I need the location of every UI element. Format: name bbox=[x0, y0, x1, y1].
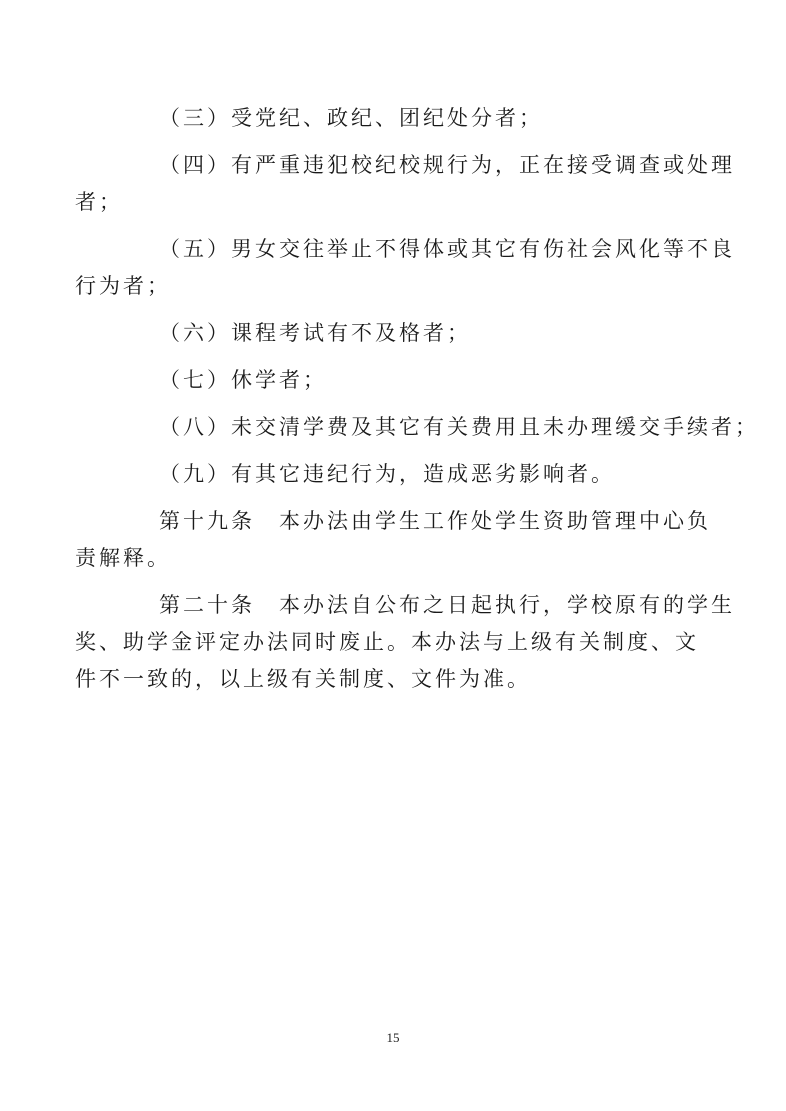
article-20 bbox=[75, 587, 735, 698]
article-line: 责解释。 bbox=[75, 546, 171, 570]
article-line: 第二十条 本办法自公布之日起执行，学校原有的学生 bbox=[159, 593, 735, 617]
clause-line: （八）未交清学费及其它有关费用且未办理缓交手续者； bbox=[159, 415, 759, 439]
clause-line: （九）有其它违纪行为，造成恶劣影响者。 bbox=[159, 462, 615, 486]
clause-line: （三）受党纪、政纪、团纪处分者； bbox=[159, 106, 543, 130]
clause-item-3 bbox=[117, 100, 677, 137]
clause-line: 者； bbox=[75, 190, 123, 214]
clause-item-6 bbox=[117, 315, 677, 352]
clause-item-7 bbox=[117, 362, 677, 399]
article-line: 奖、助学金评定办法同时废止。本办法与上级有关制度、文 bbox=[75, 630, 699, 654]
clause-item-8 bbox=[117, 409, 759, 446]
clause-item-4 bbox=[75, 147, 735, 221]
clause-line: （四）有严重违犯校纪校规行为，正在接受调查或处理 bbox=[159, 153, 735, 177]
clause-line: （五）男女交往举止不得体或其它有伤社会风化等不良 bbox=[159, 237, 735, 261]
document-body bbox=[75, 100, 759, 698]
clause-item-9 bbox=[117, 456, 677, 493]
article-19 bbox=[75, 503, 711, 577]
article-line: 件不一致的，以上级有关制度、文件为准。 bbox=[75, 667, 531, 691]
clause-line: （七）休学者； bbox=[159, 368, 327, 392]
clause-line: （六）课程考试有不及格者； bbox=[159, 321, 471, 345]
page-number: 15 bbox=[386, 1030, 400, 1045]
clause-line: 行为者； bbox=[75, 274, 171, 298]
article-line: 第十九条 本办法由学生工作处学生资助管理中心负 bbox=[159, 509, 711, 533]
clause-item-5 bbox=[75, 231, 735, 305]
